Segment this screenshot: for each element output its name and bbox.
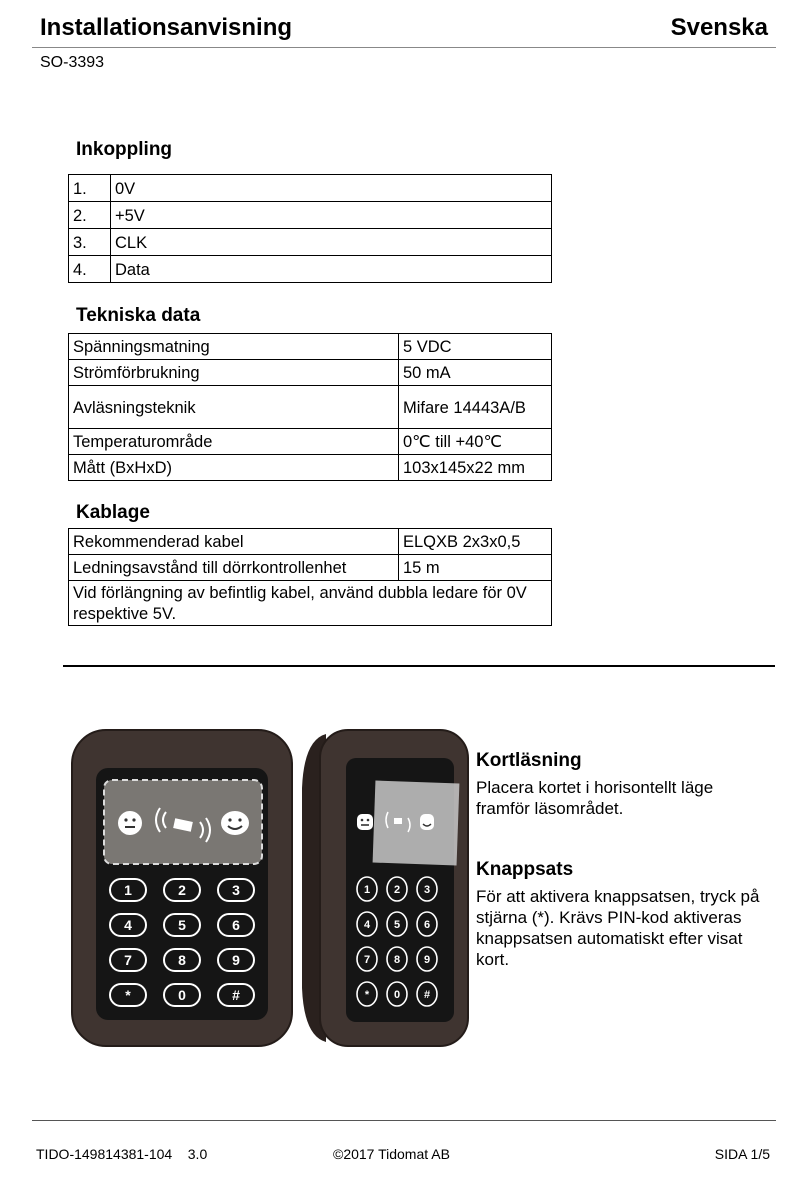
reader-illustration [70,728,470,1048]
tekniska-data-heading: Tekniska data [76,305,201,326]
table-row [69,455,552,481]
footer-doc-id [36,1146,207,1162]
tekniska-data-table [68,333,552,481]
keypad-key-label: * [364,988,370,1001]
document-number: SO-3393 [40,54,105,71]
keypad-key-label: # [232,987,240,1004]
keypad-key-label: 7 [124,952,132,969]
keypad-key-label: 9 [232,952,240,969]
spec-label: Spänningsmatning [69,334,399,360]
keypad-key-label: 8 [178,952,186,969]
footer-page-number: SIDA 1/5 [714,1146,770,1162]
spec-value: 5 VDC [399,334,552,360]
table-row [69,202,552,229]
table-row [69,529,552,555]
happy-face-icon [221,811,249,835]
spec-value: 0℃ till +40℃ [399,429,552,455]
table-row [69,386,552,429]
table-row [69,229,552,256]
keypad-key-label: 0 [178,987,186,1004]
pin-signal: +5V [111,202,552,229]
keypad-key-label: 0 [393,988,401,1001]
keypad-key-label: 3 [232,882,240,899]
cable-value: ELQXB 2x3x0,5 [399,529,552,555]
keypad-key-label: 2 [178,882,186,899]
reader-front-view [72,730,292,1046]
spec-value: Mifare 14443A/B [399,386,552,429]
kablage-table [68,528,552,626]
pin-number: 3. [69,229,111,256]
table-row [69,581,552,626]
document-title: Installationsanvisning [40,14,293,41]
keypad-key-label: 6 [423,918,431,931]
pin-signal: CLK [111,229,552,256]
kablage-heading: Kablage [76,502,150,523]
keypad-key-label: 2 [393,883,401,896]
keypad-key-label: * [125,987,131,1004]
footer-copyright: ©2017 Tidomat AB [333,1146,450,1162]
kortlasning-text: Placera kortet i horisontellt läge framför läsområdet. [476,778,714,818]
doc-version: 3.0 [187,1146,208,1162]
keypad-key-label: 4 [363,918,371,931]
keypad-key-label: 5 [393,918,401,931]
keypad-key-label: 5 [178,917,186,934]
cable-value: 15 m [399,555,552,581]
cable-note: Vid förlängning av befintlig kabel, använd dubbla ledare för 0V respektive 5V. [69,581,552,626]
keypad-key-label: 8 [393,953,401,966]
pin-number: 1. [69,175,111,202]
knappsats-heading: Knappsats [476,859,574,880]
spec-label: Temperaturområde [69,429,399,455]
pin-signal: Data [111,256,552,283]
table-row [69,555,552,581]
footer-divider [32,1120,776,1121]
spec-label: Mått (BxHxD) [69,455,399,481]
sad-face-icon [118,811,142,835]
table-row [69,334,552,360]
table-row [69,360,552,386]
happy-face-icon [420,814,434,830]
table-row [69,256,552,283]
language-label: Svenska [670,14,768,41]
keypad-key-label: 6 [232,917,240,934]
keypad-key-label: 4 [124,917,132,934]
kortlasning-heading: Kortläsning [476,750,582,771]
table-row [69,175,552,202]
keypad-key-label: 1 [363,883,371,896]
pin-number: 2. [69,202,111,229]
keypad-key-label: 3 [423,883,431,896]
table-row [69,429,552,455]
header-divider [32,47,776,48]
keypad-key-label: 7 [363,953,371,966]
doc-id: TIDO-149814381-104 [36,1146,173,1162]
keypad-key-label: 9 [423,953,431,966]
section-divider [63,665,775,667]
knappsats-text: För att aktivera knappsatsen, tryck på stjärna (*). Krävs PIN-kod aktiveras knappsatsen automatiskt efter visat kort. [476,887,760,969]
cable-label: Ledningsavstånd till dörrkontrollenhet [69,555,399,581]
inkoppling-heading: Inkoppling [76,139,173,160]
reader-angled-view [302,730,468,1046]
keypad-key-label: # [423,988,431,1001]
spec-value: 50 mA [399,360,552,386]
spec-label: Strömförbrukning [69,360,399,386]
pin-number: 4. [69,256,111,283]
spec-value: 103x145x22 mm [399,455,552,481]
cable-label: Rekommenderad kabel [69,529,399,555]
spec-label: Avläsningsteknik [69,386,399,429]
sad-face-icon [357,814,373,830]
inkoppling-table [68,174,552,283]
keypad-key-label: 1 [124,882,132,899]
pin-signal: 0V [111,175,552,202]
